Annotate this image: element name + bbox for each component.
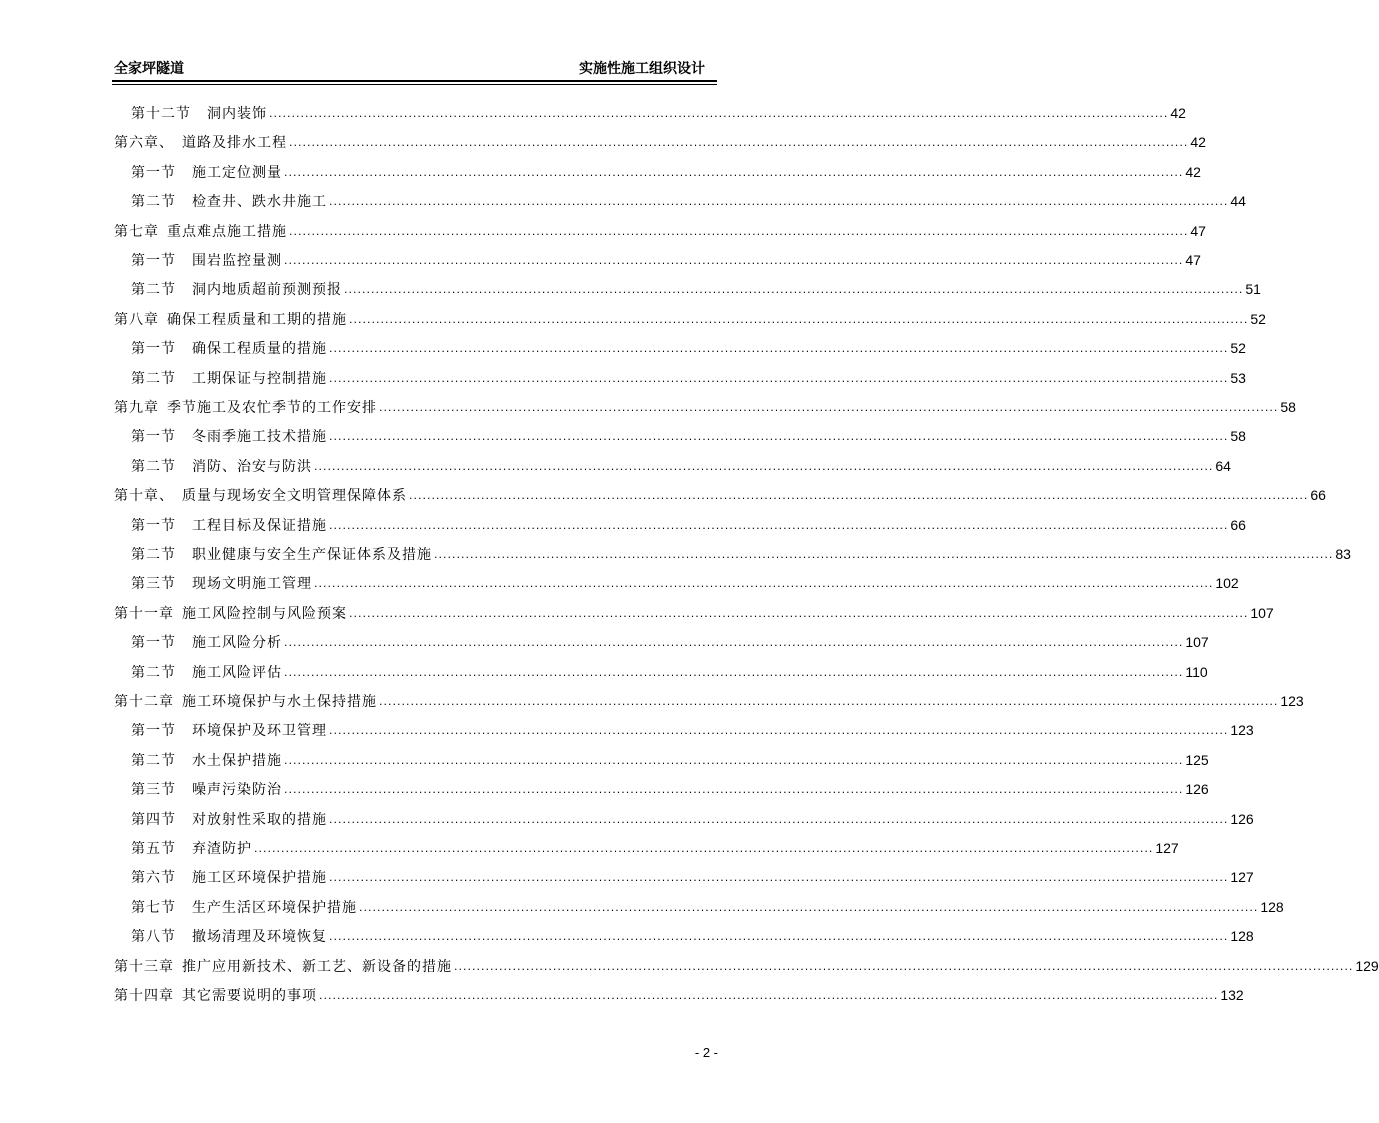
toc-entry-page: 52 bbox=[1230, 339, 1246, 356]
toc-entry-number: 第二节 bbox=[131, 546, 176, 563]
toc-entry[interactable] bbox=[131, 745, 1209, 774]
header-project-name: 全家坪隧道 bbox=[114, 61, 184, 77]
toc-entry-page: 110 bbox=[1185, 663, 1208, 680]
toc-entry-number: 第十四章 bbox=[114, 987, 174, 1004]
toc-entry-number: 第六章、 bbox=[114, 134, 174, 151]
toc-leader-dots: ........................................................................................................................................................................................................ bbox=[314, 460, 1214, 473]
toc-entry-number: 第三节 bbox=[131, 575, 176, 592]
toc-entry-page: 128 bbox=[1260, 898, 1284, 915]
toc-entry-page: 132 bbox=[1220, 986, 1244, 1003]
toc-entry-number: 第八章 bbox=[114, 311, 159, 328]
toc-entry-number: 第一节 bbox=[131, 428, 176, 445]
toc-entry[interactable] bbox=[114, 392, 1296, 421]
header-rule-thick bbox=[112, 80, 717, 82]
toc-entry-title: 推广应用新技术、新工艺、新设备的措施 bbox=[182, 958, 452, 975]
toc-entry-title: 现场文明施工管理 bbox=[192, 575, 312, 592]
toc-entry-title: 水土保护措施 bbox=[192, 752, 282, 769]
toc-entry-page: 66 bbox=[1230, 516, 1246, 533]
toc-leader-dots: ........................................................................................................................................................................................................ bbox=[284, 166, 1184, 179]
toc-entry-page: 53 bbox=[1230, 369, 1246, 386]
toc-entry-title: 质量与现场安全文明管理保障体系 bbox=[182, 487, 407, 504]
toc-entry-title: 弃渣防护 bbox=[192, 840, 252, 857]
toc-entry[interactable] bbox=[114, 598, 1274, 627]
toc-entry[interactable] bbox=[131, 186, 1246, 215]
toc-entry-number: 第一节 bbox=[131, 252, 176, 269]
toc-entry[interactable] bbox=[114, 127, 1206, 156]
toc-entry[interactable] bbox=[131, 363, 1246, 392]
toc-entry-title: 施工定位测量 bbox=[192, 164, 282, 181]
toc-leader-dots: ........................................................................................................................................................................................................ bbox=[289, 225, 1189, 238]
toc-entry-title: 工程目标及保证措施 bbox=[192, 517, 327, 534]
toc-entry[interactable] bbox=[114, 686, 1304, 715]
toc-entry-page: 127 bbox=[1155, 839, 1179, 856]
toc-entry-number: 第十一章 bbox=[114, 605, 174, 622]
toc-leader-dots: ........................................................................................................................................................................................................ bbox=[284, 754, 1184, 767]
toc-entry-page: 64 bbox=[1215, 457, 1231, 474]
toc-entry-page: 83 bbox=[1335, 545, 1351, 562]
toc-entry-title: 施工区环境保护措施 bbox=[192, 869, 327, 886]
toc-entry[interactable] bbox=[131, 539, 1351, 568]
toc-entry-title: 洞内地质超前预测预报 bbox=[192, 281, 342, 298]
toc-entry-number: 第一节 bbox=[131, 517, 176, 534]
toc-entry-number: 第一节 bbox=[131, 164, 176, 181]
toc-leader-dots: ........................................................................................................................................................................................................ bbox=[284, 783, 1184, 796]
toc-leader-dots: ........................................................................................................................................................................................................ bbox=[329, 724, 1229, 737]
toc-entry-number: 第四节 bbox=[131, 811, 176, 828]
toc-entry-title: 职业健康与安全生产保证体系及措施 bbox=[192, 546, 432, 563]
toc-entry[interactable] bbox=[131, 657, 1208, 686]
toc-entry-title: 季节施工及农忙季节的工作安排 bbox=[167, 399, 377, 416]
toc-leader-dots: ........................................................................................................................................................................................................ bbox=[359, 901, 1259, 914]
toc-entry[interactable] bbox=[131, 245, 1201, 274]
toc-entry[interactable] bbox=[131, 774, 1209, 803]
toc-entry-title: 围岩监控量测 bbox=[192, 252, 282, 269]
toc-entry-title: 施工环境保护与水土保持措施 bbox=[182, 693, 377, 710]
toc-entry-page: 125 bbox=[1185, 751, 1209, 768]
toc-entry[interactable] bbox=[131, 833, 1179, 862]
toc-entry[interactable] bbox=[114, 980, 1244, 1009]
toc-entry[interactable] bbox=[131, 451, 1231, 480]
toc-entry-number: 第十章、 bbox=[114, 487, 174, 504]
toc-entry-page: 107 bbox=[1250, 604, 1274, 621]
toc-entry[interactable] bbox=[131, 715, 1254, 744]
toc-entry[interactable] bbox=[131, 98, 1186, 127]
toc-leader-dots: ........................................................................................................................................................................................................ bbox=[284, 254, 1184, 267]
toc-entry-title: 生产生活区环境保护措施 bbox=[192, 899, 357, 916]
toc-entry-page: 123 bbox=[1280, 692, 1304, 709]
toc-entry-page: 47 bbox=[1185, 251, 1201, 268]
toc-entry-title: 撤场清理及环境恢复 bbox=[192, 928, 327, 945]
toc-entry-title: 冬雨季施工技术措施 bbox=[192, 428, 327, 445]
toc-entry-title: 确保工程质量和工期的措施 bbox=[167, 311, 347, 328]
toc-entry-page: 126 bbox=[1185, 780, 1209, 797]
toc-entry-number: 第十二章 bbox=[114, 693, 174, 710]
toc-leader-dots: ........................................................................................................................................................................................................ bbox=[434, 548, 1334, 561]
toc-entry-title: 施工风险评估 bbox=[192, 664, 282, 681]
toc-entry-page: 102 bbox=[1215, 574, 1239, 591]
footer-page-number: - 2 - bbox=[694, 1045, 718, 1060]
toc-entry-number: 第五节 bbox=[131, 840, 176, 857]
toc-leader-dots: ........................................................................................................................................................................................................ bbox=[329, 342, 1229, 355]
toc-entry[interactable] bbox=[131, 510, 1246, 539]
toc-entry-title: 噪声污染防治 bbox=[192, 781, 282, 798]
toc-entry[interactable] bbox=[114, 304, 1266, 333]
toc-entry-title: 环境保护及环卫管理 bbox=[192, 722, 327, 739]
toc-entry[interactable] bbox=[131, 862, 1254, 891]
toc-leader-dots: ........................................................................................................................................................................................................ bbox=[349, 607, 1249, 620]
toc-entry-page: 58 bbox=[1230, 427, 1246, 444]
toc-entry-number: 第二节 bbox=[131, 458, 176, 475]
toc-entry-title: 重点难点施工措施 bbox=[167, 223, 287, 240]
toc-entry-number: 第六节 bbox=[131, 869, 176, 886]
toc-entry[interactable] bbox=[114, 951, 1379, 980]
toc-entry-page: 44 bbox=[1230, 192, 1246, 209]
toc-entry-title: 施工风险分析 bbox=[192, 634, 282, 651]
toc-leader-dots: ........................................................................................................................................................................................................ bbox=[329, 813, 1229, 826]
toc-entry-number: 第一节 bbox=[131, 722, 176, 739]
toc-leader-dots: ........................................................................................................................................................................................................ bbox=[329, 372, 1229, 385]
toc-entry-page: 123 bbox=[1230, 721, 1254, 738]
toc-entry-page: 126 bbox=[1230, 810, 1254, 827]
toc-entry-title: 消防、治安与防洪 bbox=[192, 458, 312, 475]
toc-entry-page: 52 bbox=[1250, 310, 1266, 327]
toc-entry[interactable] bbox=[131, 421, 1246, 450]
toc-entry[interactable] bbox=[131, 921, 1254, 950]
toc-entry-number: 第一节 bbox=[131, 340, 176, 357]
toc-entry-page: 58 bbox=[1280, 398, 1296, 415]
toc-entry-number: 第七节 bbox=[131, 899, 176, 916]
toc-leader-dots: ........................................................................................................................................................................................................ bbox=[349, 313, 1249, 326]
header-document-title: 实施性施工组织设计 bbox=[579, 61, 705, 77]
toc-entry-title: 其它需要说明的事项 bbox=[182, 987, 317, 1004]
toc-entry[interactable] bbox=[131, 892, 1284, 921]
toc-entry-number: 第二节 bbox=[131, 193, 176, 210]
toc-entry-page: 129 bbox=[1355, 957, 1379, 974]
toc-entry-title: 工期保证与控制措施 bbox=[192, 370, 327, 387]
toc-entry-page: 42 bbox=[1190, 133, 1206, 150]
toc-entry-title: 对放射性采取的措施 bbox=[192, 811, 327, 828]
toc-entry-number: 第二节 bbox=[131, 752, 176, 769]
toc-entry-page: 127 bbox=[1230, 868, 1254, 885]
toc-leader-dots: ........................................................................................................................................................................................................ bbox=[329, 871, 1229, 884]
toc-entry-number: 第八节 bbox=[131, 928, 176, 945]
toc-entry[interactable] bbox=[114, 480, 1326, 509]
toc-leader-dots: ........................................................................................................................................................................................................ bbox=[289, 136, 1189, 149]
toc-leader-dots: ........................................................................................................................................................................................................ bbox=[454, 960, 1354, 973]
toc-leader-dots: ........................................................................................................................................................................................................ bbox=[284, 666, 1184, 679]
toc-entry[interactable] bbox=[114, 216, 1206, 245]
toc-leader-dots: ........................................................................................................................................................................................................ bbox=[379, 401, 1279, 414]
toc-entry-title: 确保工程质量的措施 bbox=[192, 340, 327, 357]
toc-leader-dots: ........................................................................................................................................................................................................ bbox=[409, 489, 1309, 502]
toc-entry[interactable] bbox=[131, 333, 1246, 362]
toc-entry-number: 第九章 bbox=[114, 399, 159, 416]
toc-leader-dots: ........................................................................................................................................................................................................ bbox=[254, 842, 1154, 855]
toc-leader-dots: ........................................................................................................................................................................................................ bbox=[329, 430, 1229, 443]
toc-entry[interactable] bbox=[131, 274, 1261, 303]
toc-entry[interactable] bbox=[131, 627, 1209, 656]
toc-entry[interactable] bbox=[131, 568, 1239, 597]
toc-leader-dots: ........................................................................................................................................................................................................ bbox=[329, 519, 1229, 532]
toc-leader-dots: ........................................................................................................................................................................................................ bbox=[314, 577, 1214, 590]
toc-entry-title: 道路及排水工程 bbox=[182, 134, 287, 151]
toc-leader-dots: ........................................................................................................................................................................................................ bbox=[329, 195, 1229, 208]
toc-entry-page: 42 bbox=[1170, 104, 1186, 121]
toc-leader-dots: ........................................................................................................................................................................................................ bbox=[329, 930, 1229, 943]
toc-entry-title: 施工风险控制与风险预案 bbox=[182, 605, 347, 622]
toc-entry-page: 42 bbox=[1185, 163, 1201, 180]
toc-entry-number: 第二节 bbox=[131, 370, 176, 387]
toc-leader-dots: ........................................................................................................................................................................................................ bbox=[284, 636, 1184, 649]
toc-entry-title: 洞内装饰 bbox=[207, 105, 267, 122]
toc-entry-page: 51 bbox=[1245, 280, 1261, 297]
toc-entry-number: 第十三章 bbox=[114, 958, 174, 975]
toc-entry-number: 第十二节 bbox=[131, 105, 191, 122]
toc-entry-number: 第七章 bbox=[114, 223, 159, 240]
page-header bbox=[112, 56, 717, 78]
toc-leader-dots: ........................................................................................................................................................................................................ bbox=[344, 283, 1244, 296]
toc-entry-number: 第一节 bbox=[131, 634, 176, 651]
toc-entry-number: 第二节 bbox=[131, 281, 176, 298]
toc-entry-page: 128 bbox=[1230, 927, 1254, 944]
toc-entry-page: 107 bbox=[1185, 633, 1209, 650]
toc-leader-dots: ........................................................................................................................................................................................................ bbox=[379, 695, 1279, 708]
toc-leader-dots: ........................................................................................................................................................................................................ bbox=[319, 989, 1219, 1002]
header-rule-thin bbox=[112, 84, 717, 85]
toc-entry-number: 第三节 bbox=[131, 781, 176, 798]
toc-entry-title: 检查井、跌水井施工 bbox=[192, 193, 327, 210]
toc-entry[interactable] bbox=[131, 804, 1254, 833]
toc-entry[interactable] bbox=[131, 157, 1201, 186]
toc-entry-page: 47 bbox=[1190, 222, 1206, 239]
toc-entry-number: 第二节 bbox=[131, 664, 176, 681]
toc-entry-page: 66 bbox=[1310, 486, 1326, 503]
toc-leader-dots: ........................................................................................................................................................................................................ bbox=[269, 107, 1169, 120]
